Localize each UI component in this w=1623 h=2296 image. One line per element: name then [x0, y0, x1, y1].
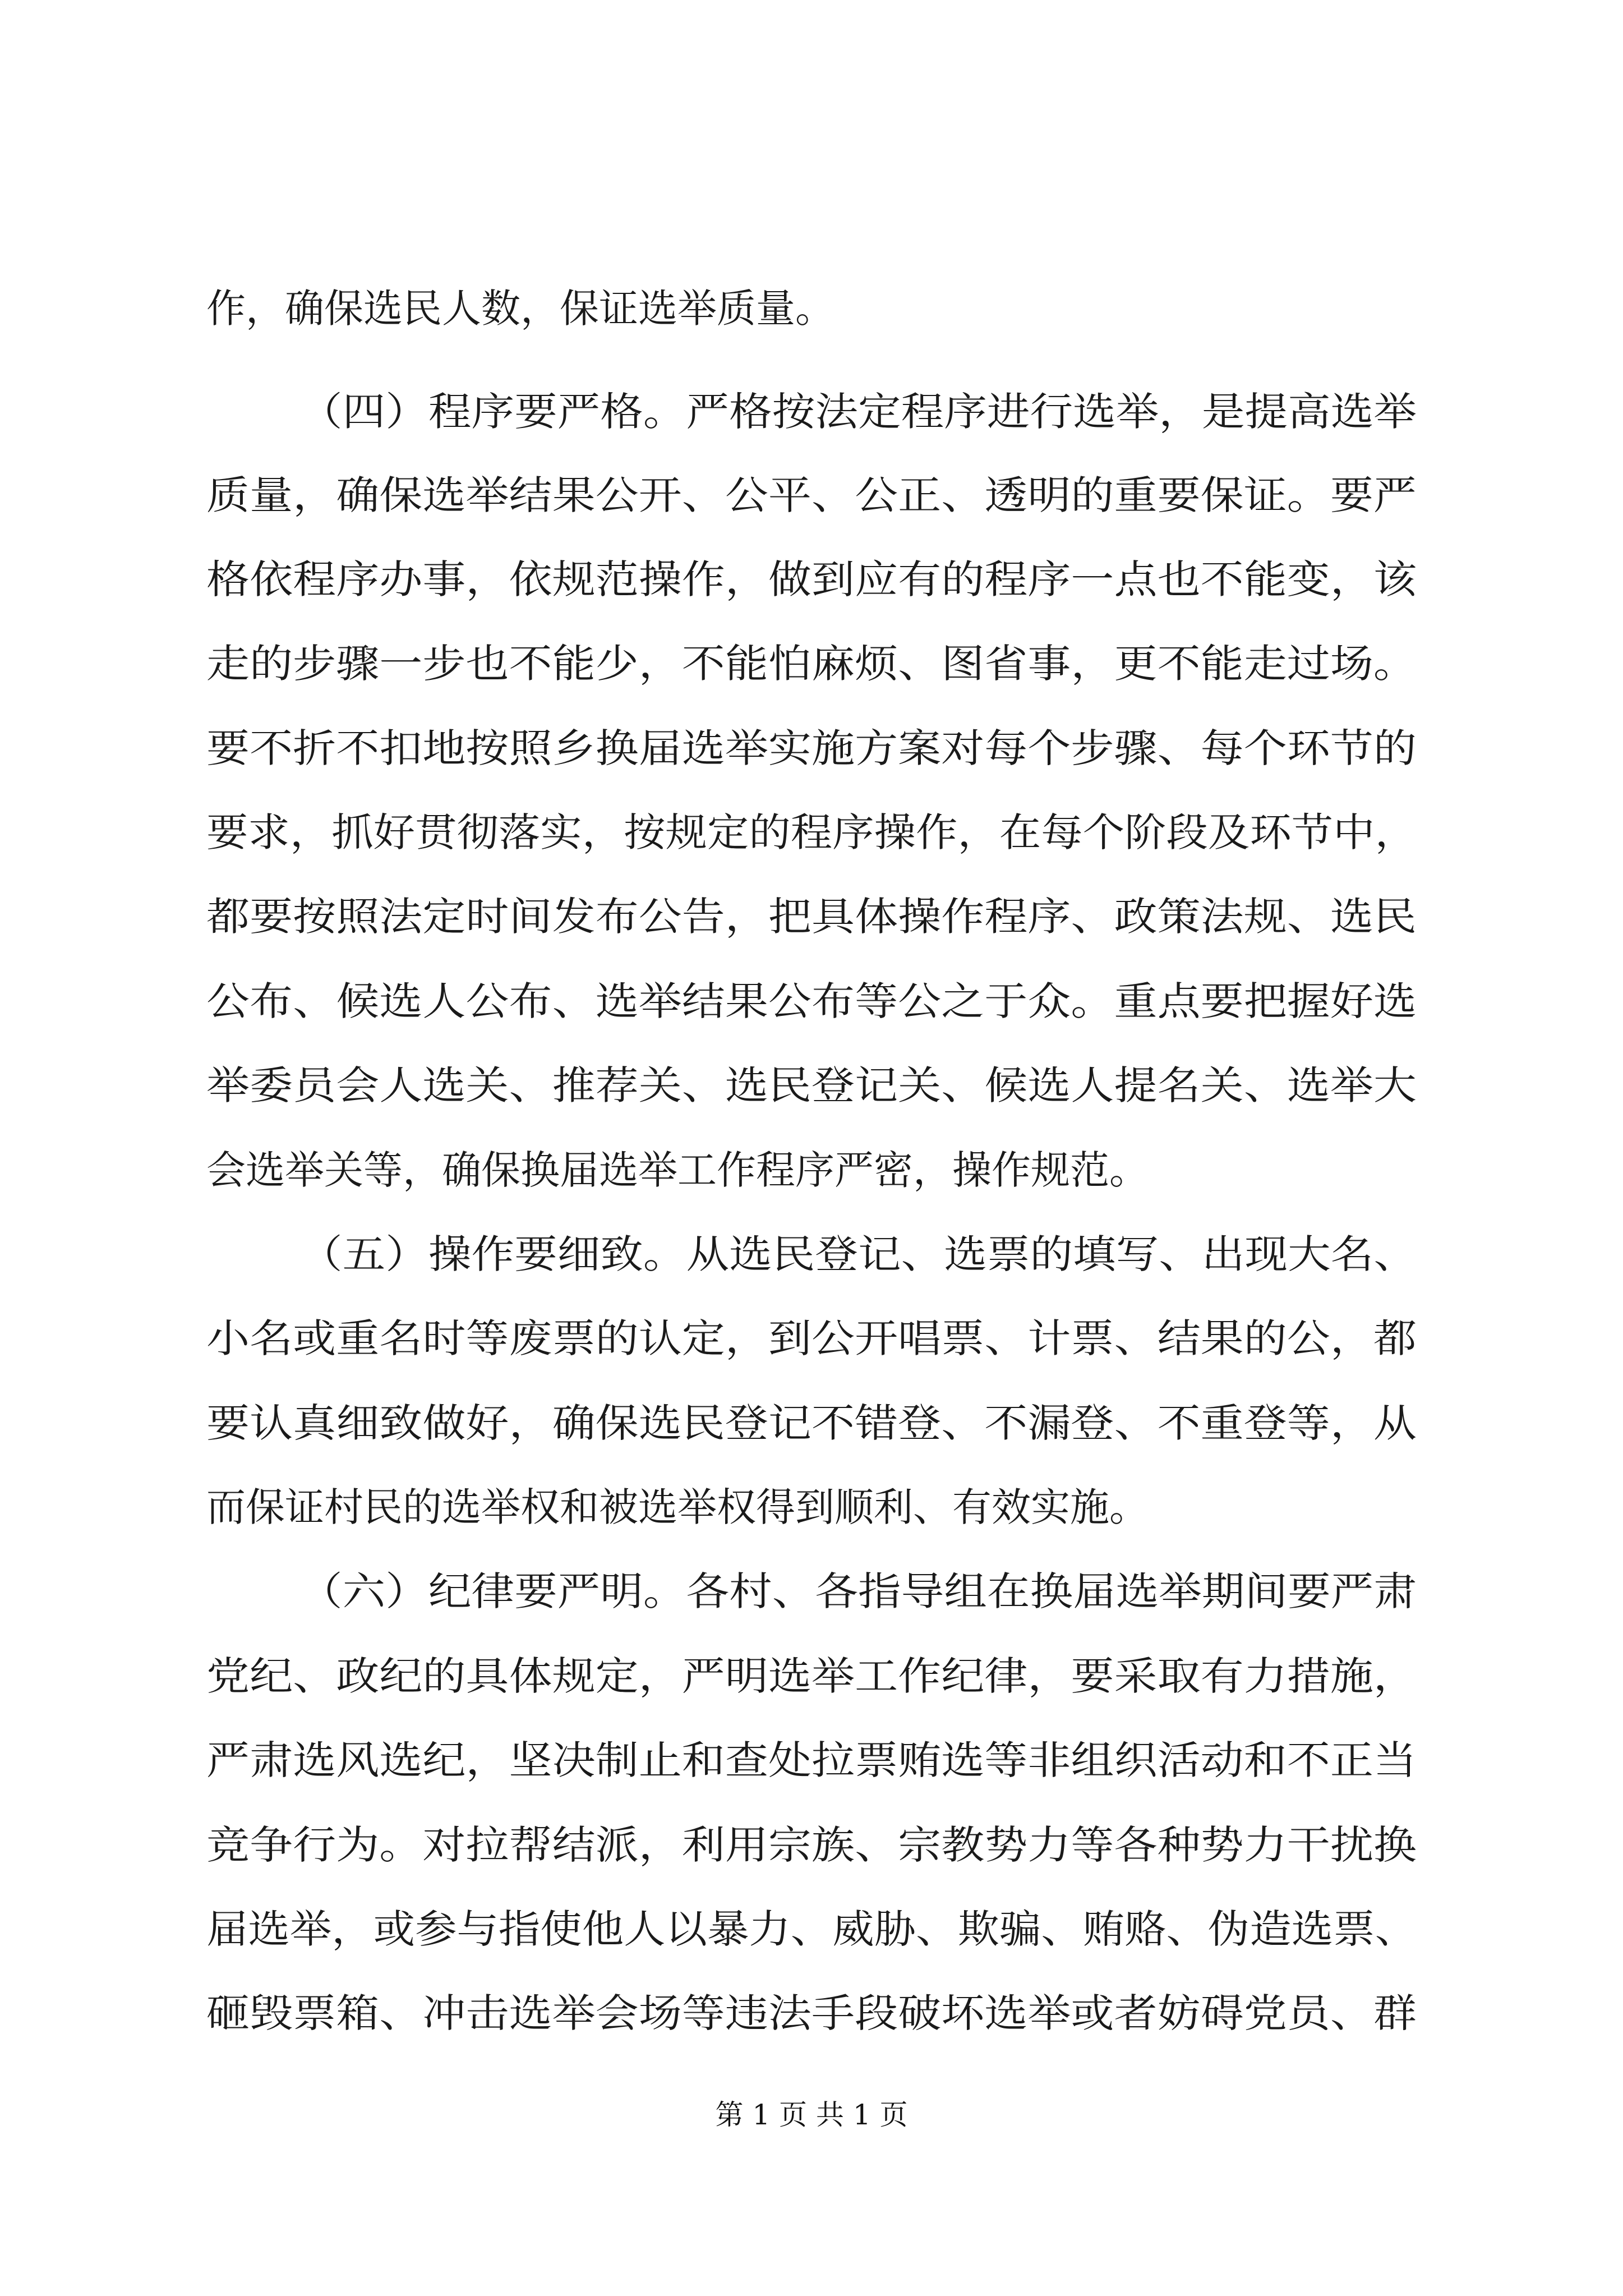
- text-line: [0, 889, 1623, 945]
- line-text: 而保证村民的选举权和被选举权得到顺利、有效实施。: [206, 1484, 1149, 1530]
- line-text: 要认真细致做好，确保选民登记不错登、不漏登、不重登等，从: [206, 1400, 1417, 1446]
- line-text: （六）纪律要严明。各村、各指导组在换届选举期间要严肃: [299, 1568, 1417, 1614]
- line-text: 格依程序办事，依规范操作，做到应有的程序一点也不能变，该: [206, 556, 1417, 602]
- text-line: [0, 467, 1623, 523]
- line-text: （五）操作要细致。从选民登记、选票的填写、出现大名、: [299, 1231, 1417, 1277]
- text-line: [0, 1901, 1623, 1957]
- line-text: 会选举关等，确保换届选举工作程序严密，操作规范。: [206, 1147, 1149, 1193]
- line-text: 公布、候选人公布、选举结果公布等公之于众。重点要把握好选: [206, 978, 1417, 1024]
- text-line: [0, 720, 1623, 776]
- line-text: 都要按照法定时间发布公告，把具体操作程序、政策法规、选民: [206, 894, 1417, 940]
- line-text: 竞争行为。对拉帮结派，利用宗族、宗教势力等各种势力干扰换: [206, 1822, 1417, 1868]
- text-line: [0, 1057, 1623, 1114]
- line-text: （四）程序要严格。严格按法定程序进行选举，是提高选举: [299, 389, 1417, 435]
- paragraph-first-line: [0, 384, 1623, 440]
- text-line: [0, 1817, 1623, 1873]
- line-text: 砸毁票箱、冲击选举会场等违法手段破坏选举或者妨碍党员、群: [206, 1990, 1417, 2036]
- paragraph-first-line: [0, 1226, 1623, 1282]
- line-text: 党纪、政纪的具体规定，严明选举工作纪律，要采取有力措施，: [206, 1653, 1417, 1699]
- line-text: 走的步骤一步也不能少，不能怕麻烦、图省事，更不能走过场。: [206, 641, 1417, 687]
- text-line: [0, 973, 1623, 1029]
- text-line: [0, 551, 1623, 608]
- line-text: 作，确保选民人数，保证选举质量。: [206, 286, 834, 332]
- page-number-footer: 第 1 页 共 1 页: [715, 2099, 908, 2131]
- text-line: [0, 1479, 1623, 1535]
- text-line: [0, 1142, 1623, 1198]
- line-text: 要不折不扣地按照乡换届选举实施方案对每个步骤、每个环节的: [206, 725, 1417, 771]
- line-text: 质量，确保选举结果公开、公平、公正、透明的重要保证。要严: [206, 472, 1417, 518]
- text-line: [0, 1732, 1623, 1788]
- line-text: 小名或重名时等废票的认定，到公开唱票、计票、结果的公，都: [206, 1315, 1417, 1361]
- text-line: [0, 1395, 1623, 1451]
- text-line: [0, 1648, 1623, 1704]
- line-text: 严肃选风选纪，坚决制止和查处拉票贿选等非组织活动和不正当: [206, 1737, 1417, 1783]
- text-line: [0, 1310, 1623, 1366]
- text-line: [0, 280, 1623, 337]
- line-text: 要求，抓好贯彻落实，按规定的程序操作，在每个阶段及环节中，: [206, 809, 1417, 855]
- line-text: 举委员会人选关、推荐关、选民登记关、候选人提名关、选举大: [206, 1062, 1417, 1108]
- paragraph-first-line: [0, 1563, 1623, 1619]
- text-line: [0, 636, 1623, 692]
- text-line: [0, 1985, 1623, 2041]
- text-line: [0, 804, 1623, 861]
- line-text: 届选举，或参与指使他人以暴力、威胁、欺骗、贿赂、伪造选票、: [206, 1906, 1417, 1952]
